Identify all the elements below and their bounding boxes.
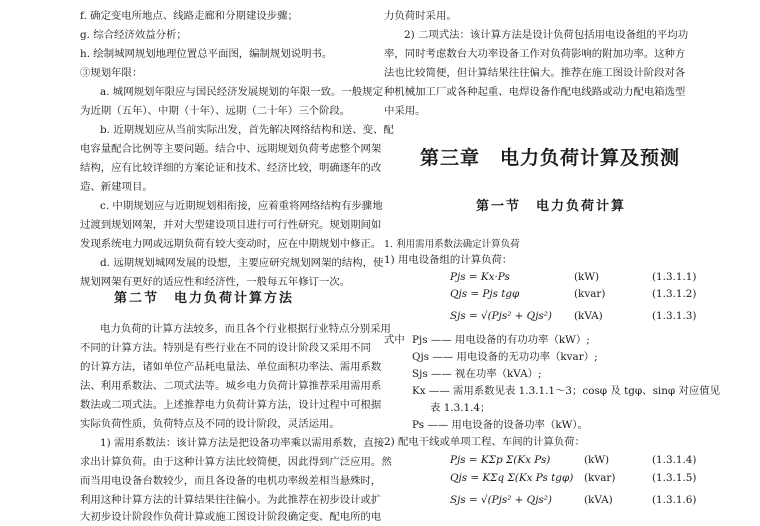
equation-number: (1.3.1.1) xyxy=(652,271,697,283)
formula-row xyxy=(384,288,718,302)
text-line: 规划网架有更好的适应性和经济性，一般每五年修订一次。 xyxy=(80,276,351,288)
text-line: 求出计算负荷。由于这种计算方法比较简便，因此得到广泛应用。然 xyxy=(80,456,392,468)
text-line: b. 近期规划应从当前实际出发，首先解决网络结构和送、变、配 xyxy=(100,124,394,136)
text-line: 法也比较简便，但计算结果往往偏大。推荐在施工图设计阶段对各 xyxy=(384,67,686,79)
formula-unit: (kvar) xyxy=(584,472,616,484)
text-line: 力负荷时采用。 xyxy=(384,10,457,22)
text-line: 电力负荷的计算方法较多，而且各个行业根据行业特点分别采用 xyxy=(100,323,391,335)
formula-unit: (kVA) xyxy=(574,310,603,322)
text-line: 发现系统电力网或远期负荷有较大变动时，应在中期规划中修正。 xyxy=(80,238,382,250)
text-line: g. 综合经济效益分析； xyxy=(80,29,187,41)
text-line: 的计算方法，诸如单位产品耗电量法、单位面积功率法、需用系数 xyxy=(80,361,382,373)
text-line: 实际负荷性质，负荷特点及不同的设计阶段，灵活运用。 xyxy=(80,418,340,430)
equation-number: (1.3.1.6) xyxy=(652,494,697,506)
subheading: 1. 利用需用系数法确定计算负荷 xyxy=(384,239,520,250)
formula-row xyxy=(384,310,718,324)
text-line: 为近期（五年）、中期（十年）、远期（二十年）三个阶段。 xyxy=(80,105,351,117)
equation-number: (1.3.1.3) xyxy=(652,310,697,322)
text-line: 法、利用系数法、二项式法等。城乡电力负荷计算推荐采用需用系 xyxy=(80,380,382,392)
text-line: 2) 二项式法：该计算方法是设计负荷包括用电设备组的平均功 xyxy=(404,29,689,41)
text-line: h. 绘制城网规划地理位置总平面图，编制规划说明书。 xyxy=(80,48,333,60)
definition-line: Kx —— 需用系数见表 1.3.1.1～3；cosφ 及 tgφ、sinφ 对应值见 xyxy=(412,385,721,397)
item-heading: 1) 用电设备组的计算负荷： xyxy=(384,254,513,266)
text-line: 结构，应有比较详细的方案论证和技术、经济比较，明确逐年的改 xyxy=(80,162,382,174)
equation-number: (1.3.1.5) xyxy=(652,472,697,484)
section-title: 第一节 电力负荷计算 xyxy=(476,199,627,214)
section-title: 第二节 电力负荷计算方法 xyxy=(114,291,295,306)
formula-unit: (kW) xyxy=(584,454,610,466)
definition-line: Ps —— 用电设备的设备功率（kW）。 xyxy=(412,419,588,431)
formula-expression: Qjs = KΣq Σ(Kx Ps tgφ) xyxy=(450,472,574,484)
formula-expression: Sjs = √(Pjs² + Qjs²) xyxy=(450,494,552,506)
formula-row xyxy=(384,271,718,285)
text-line: 电容量配合比例等主要问题。结合中、远期规划负荷考虑整个网架 xyxy=(80,143,382,155)
definition-line: Pjs —— 用电设备的有功功率（kW）; xyxy=(412,334,590,346)
formula-expression: Pjs = Kx·Ps xyxy=(450,271,510,283)
text-line: 率，同时考虑数台大功率设备工作对负荷影响的附加功率。这种方 xyxy=(384,48,686,60)
definition-line: Sjs —— 视在功率（kVA）; xyxy=(412,368,542,380)
formula-unit: (kW) xyxy=(574,271,600,283)
where-label: 式中 xyxy=(384,334,405,346)
text-line: 不同的计算方法。特别是有些行业在不同的设计阶段又采用不同 xyxy=(80,342,371,354)
text-line: 而当用电设备台数较少，而且各设备的电机功率级差相当悬殊时， xyxy=(80,475,382,487)
formula-row xyxy=(384,472,718,486)
text-line: ③规划年限： xyxy=(80,67,143,79)
text-line: d. 远期规划城网发展的设想，主要应研究规划网架的结构，使 xyxy=(100,257,384,269)
text-line: c. 中期规划应与近期规划相衔接，应着重将网络结构有步骤地 xyxy=(100,200,383,212)
text-line: a. 城网规划年限应与国民经济发展规划的年限一致。一般规定 xyxy=(100,86,383,98)
definition-line: 表 1.3.1.4； xyxy=(430,402,491,414)
equation-number: (1.3.1.4) xyxy=(652,454,697,466)
formula-unit: (kVA) xyxy=(584,494,613,506)
chapter-title: 第三章 电力负荷计算及预测 xyxy=(420,147,681,169)
equation-number: (1.3.1.2) xyxy=(652,288,697,300)
text-line: 利用这种计算方法的计算结果往往偏小。为此推荐在初步设计或扩 xyxy=(80,494,382,506)
formula-expression: Qjs = Pjs tgφ xyxy=(450,288,520,300)
text-line: f. 确定变电所地点、线路走廊和分期建设步骤； xyxy=(80,10,298,22)
text-line: 中采用。 xyxy=(384,105,426,117)
definition-line: Qjs —— 用电设备的无功功率（kvar）; xyxy=(412,351,598,363)
formula-row xyxy=(384,494,718,508)
formula-expression: Sjs = √(Pjs² + Qjs²) xyxy=(450,310,552,322)
text-line: 大初步设计阶段作负荷计算或施工图设计阶段确定变、配电所的电 xyxy=(80,511,382,523)
text-line: 1) 需用系数法：该计算方法是把设备功率乘以需用系数，直接 xyxy=(100,437,385,449)
formula-unit: (kvar) xyxy=(574,288,606,300)
text-line: 过渡到规划网架，并对大型建设项目进行可行性研究。规划期间如 xyxy=(80,219,382,231)
formula-row xyxy=(384,454,718,468)
formula-expression: Pjs = KΣp Σ(Kx Ps) xyxy=(450,454,551,466)
text-line: 种机械加工厂或各种起重、电焊设备作配电线路或动力配电箱选型 xyxy=(384,86,686,98)
text-line: 造、新建项目。 xyxy=(80,181,153,193)
text-line: 数法或二项式法。上述推荐电力负荷计算方法，设计过程中可根据 xyxy=(80,399,382,411)
item-heading: 2) 配电干线或单项工程、车间的计算负荷： xyxy=(384,436,585,448)
